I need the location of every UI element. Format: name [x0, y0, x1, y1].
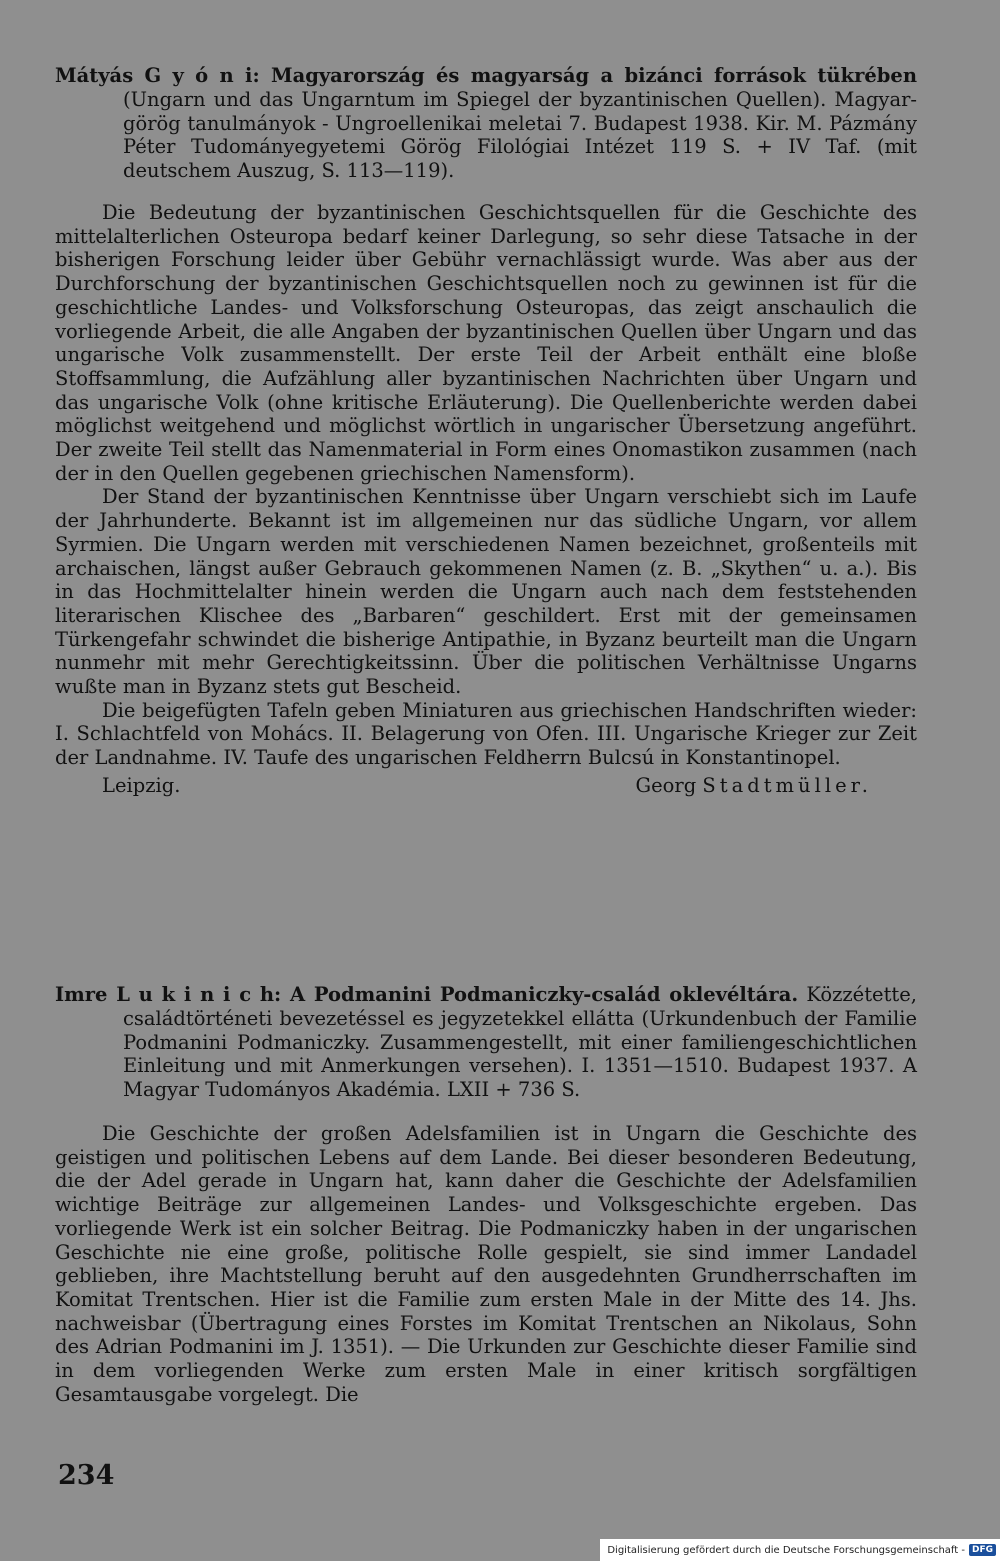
review-paragraph: Der Stand der byzantinischen Kenntnisse über Ungarn verschiebt sich im Laufe der Jahrhunderte. Bekannt ist im allgemeinen nur das südliche Ungarn, vor allem Syrmien. Die Ungarn werden mit verschiedenen Namen bezeichnet, großenteils mit archaischen, längst außer Gebrauch gekommenen Namen (z. B. „Skythen“ u. a.). Bis in das Hochmittelalter hinein werden die Ungarn auch nach dem feststehenden literarischen Klischee des „Barbaren“ geschildert. Erst mit der gemeinsamen Türkengefahr schwindet die bisherige Antipathie, in Byzanz beurteilt man die Ungarn nunmehr mit mehr Gerechtigkeitssinn. Über die politischen Verhältnisse Ungarns wußte man in Byzanz stets gut Bescheid. [55, 485, 917, 699]
review-paragraph: Die Geschichte der großen Adelsfamilien ist in Ungarn die Geschichte des geistigen und politischen Lebens auf dem Lande. Bei dieser besonderen Bedeutung, die der Adel gerade in Ungarn hat, kann daher die Geschichte der Adelsfamilien wichtige Beiträge zur allgemeinen Landes- und Volksgeschichte ergeben. Das vorliegende Werk ist ein solcher Beitrag. Die Podmaniczky haben in der ungarischen Geschichte nie eine große, politische Rolle gespielt, sie sind immer Landadel geblieben, ihre Machtstellung beruht auf den ausgedehnten Grundherrschaften im Komitat Trentschen. Hier ist die Familie zum ersten Male in der Mitte des 14. Jhs. nachweisbar (Übertragung eines Forstes im Komitat Trentschen an Nikolaus, Sohn des Adrian Podmanini im J. 1351). — Die Urkunden zur Geschichte dieser Familie sind in dem vorliegenden Werke zum ersten Male in einer kritisch sorgfältigen Gesamtausgabe vorgelegt. Die [55, 1121, 917, 1406]
review-signature [55, 774, 917, 798]
review-bibliographic-details: Közzétette, családtörténeti bevezetéssel es jegyzetekkel ellátta (Urkundenbuch der Familie Podmanini Podmaniczky. Zusammengestellt, mit einer familiengeschichtlichen Einleitung und mit Anmerkungen versehen). I. 1351—1510. Budapest 1937. A Magyar Tudományos Akadémia. LXII + 736 S. [123, 983, 917, 1102]
review-place: Leipzig. [102, 773, 181, 797]
review-lukinich [55, 983, 917, 1406]
dfg-logo-icon: DFG [969, 1544, 996, 1556]
reviewer-name: Georg Stadtmüller. [635, 773, 872, 797]
review-paragraph: Die Bedeutung der byzantinischen Geschichtsquellen für die Geschichte des mittelalterlichen Osteuropa bedarf keiner Darlegung, so sehr diese Tatsache in der bisherigen Forschung leider über Gebühr vernachlässigt wurde. Was aber aus der Durchforschung der byzantinischen Geschichtsquellen noch zu gewinnen ist für die geschichtliche Landes- und Volksforschung Osteuropas, das zeigt anschaulich die vorliegende Arbeit, die alle Angaben der byzantinischen Quellen über Ungarn und das ungarische Volk zusammenstellt. Der erste Teil der Arbeit enthält eine bloße Stoffsammlung, die Aufzählung aller byzantinischen Nachrichten über Ungarn und das ungarische Volk (ohne kritische Erläuterung). Die Quellenberichte werden dabei möglichst weitgehend und möglichst wörtlich in ungarischer Übersetzung angeführt. Der zweite Teil stellt das Namenmaterial in Form eines Onomastikon zusammen (nach der in den Quellen gegebenen griechischen Namensform). [55, 200, 917, 485]
review-paragraph: Die beigefügten Tafeln geben Miniaturen aus griechischen Handschriften wieder: I. Schlachtfeld von Mohács. II. Belagerung von Ofen. III. Ungarische Krieger zur Zeit der Landnahme. IV. Taufe des ungarischen Feldherrn Bulcsú in Konstantinopel. [55, 698, 917, 770]
review-heading [55, 983, 917, 1102]
review-title: : Magyarország és magyarság a bizánci források tükrében [252, 64, 918, 87]
review-title: : A Podmanini Podmaniczky-család oklevéltára. [274, 983, 799, 1006]
review-author: Imre L u k i n i c h [55, 983, 275, 1006]
review-author: Mátyás G y ó n i [55, 64, 253, 87]
digitization-footer [600, 1539, 1000, 1561]
review-bibliographic-details: (Ungarn und das Ungarntum im Spiegel der byzantinischen Quellen). Magyar-görög tanulmányok - Ungroellenikai meletai 7. Budapest 1938. Kir. M. Pázmány Péter Tudományegyetemi Görög Filológiai Intézet 119 S. + IV Taf. (mit deutschem Auszug, S. 113—119). [123, 87, 917, 183]
page-number: 234 [58, 1460, 115, 1491]
review-gyoni [55, 64, 917, 798]
footer-text: Digitalisierung gefördert durch die Deutsche Forschungsgemeinschaft - [607, 1544, 965, 1556]
review-heading [55, 64, 917, 183]
